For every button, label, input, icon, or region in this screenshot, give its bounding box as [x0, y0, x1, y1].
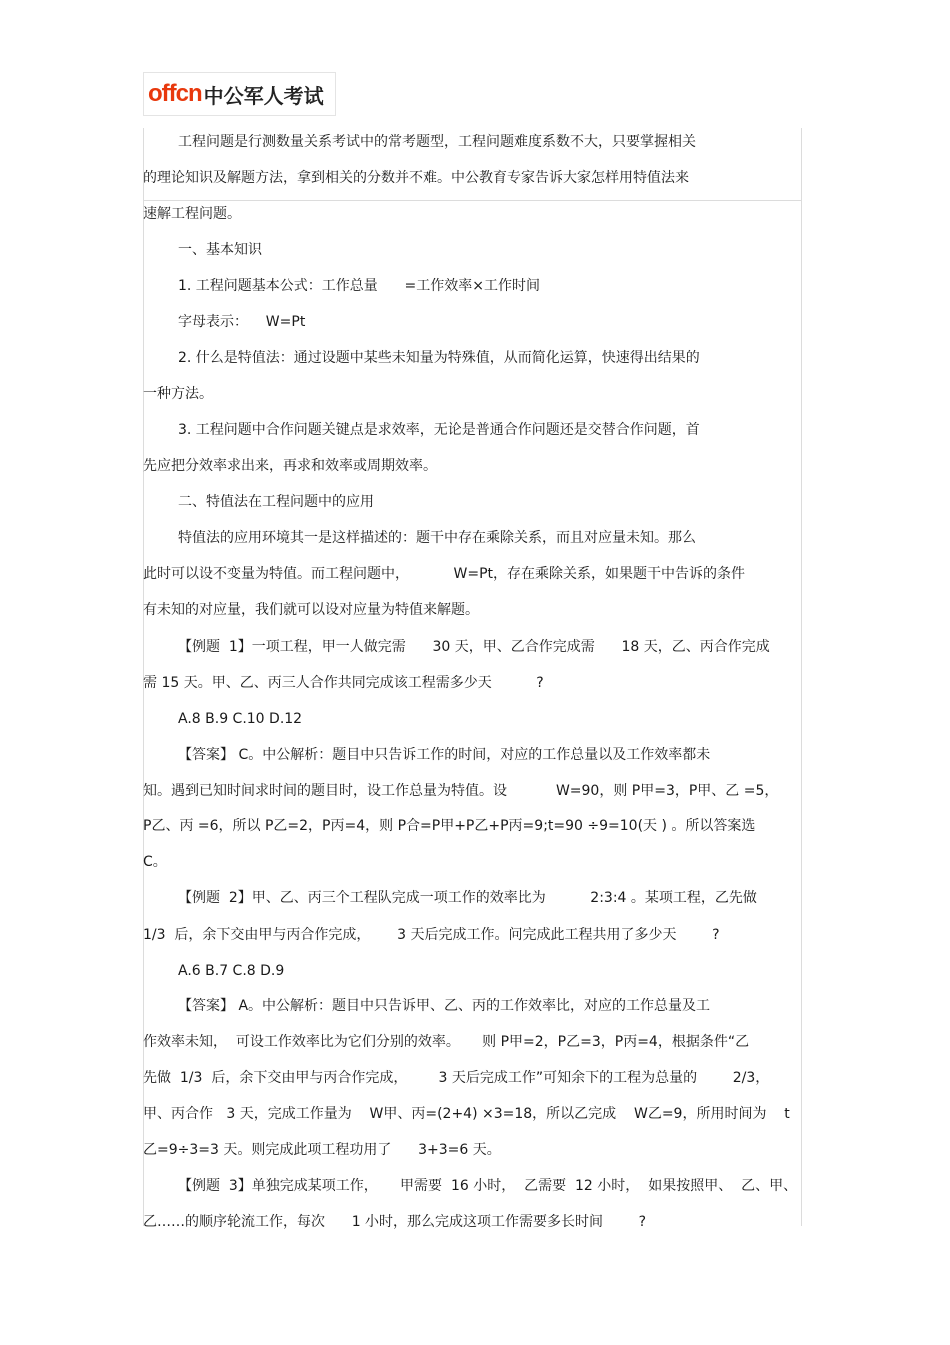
answer-line: 【答案】 C。中公解析：题目中只告诉工作的时间，对应的工作总量以及工作效率都未 — [178, 747, 711, 763]
body-line: 的理论知识及解题方法，拿到相关的分数并不难。中公教育专家告诉大家怎样用特值法来 — [143, 170, 689, 186]
example-options: A.8 B.9 C.10 D.12 — [178, 711, 303, 727]
logo-brand-cn: 中公军人考试 — [203, 83, 324, 108]
body-line: 速解工程问题。 — [143, 206, 241, 222]
frame-rule-top — [143, 200, 801, 201]
example-question: 【例题 2】甲、乙、丙三个工程队完成一项工作的效率比为 2:3:4 。某项工程，乙先做 — [178, 890, 757, 906]
example-question: 【例题 1】一项工程，甲一人做完需 30 天，甲、乙合作完成需 18 天，乙、丙合作完成 — [178, 639, 770, 655]
body-line: 1. 工程问题基本公式：工作总量 =工作效率×工作时间 — [178, 278, 540, 294]
body-line: 工程问题是行测数量关系考试中的常考题型，工程问题难度系数不大，只要掌握相关 — [178, 134, 696, 150]
body-line: 一种方法。 — [143, 386, 213, 402]
frame-rule-right — [801, 128, 802, 1226]
body-line: 先应把分效率求出来，再求和效率或周期效率。 — [143, 458, 437, 474]
body-line: 有未知的对应量，我们就可以设对应量为特值来解题。 — [143, 602, 479, 618]
logo-brand: offcn — [148, 80, 202, 107]
answer-line: 知。遇到已知时间求时间的题目时，设工作总量为特值。设 W=90，则 P甲=3，P甲、乙 =5， — [143, 783, 779, 799]
answer-line: 【答案】 A。中公解析：题目中只告诉甲、乙、丙的工作效率比，对应的工作总量及工 — [178, 998, 711, 1014]
answer-line: 甲、丙合作 3 天，完成工作量为 W甲、丙=(2+4) ×3=18，所以乙完成 W乙=9，所用时间为 t — [143, 1106, 790, 1122]
example-question: 【例题 3】单独完成某项工作， 甲需要 16 小时， 乙需要 12 小时， 如果按照甲、 乙、甲、 — [178, 1178, 798, 1194]
example-options: A.6 B.7 C.8 D.9 — [178, 963, 285, 979]
example-question: 需 15 天。甲、乙、丙三人合作共同完成该工程需多少天 ? — [143, 675, 544, 691]
section-heading: 二、特值法在工程问题中的应用 — [178, 494, 374, 510]
body-line: 2. 什么是特值法：通过设题中某些未知量为特殊值，从而简化运算，快速得出结果的 — [178, 350, 700, 366]
section-heading: 一、基本知识 — [178, 242, 262, 258]
answer-line: C。 — [143, 854, 167, 870]
example-question: 乙……的顺序轮流工作，每次 1 小时，那么完成这项工作需要多长时间 ? — [143, 1214, 647, 1230]
body-line: 特值法的应用环境其一是这样描述的：题干中存在乘除关系，而且对应量未知。那么 — [178, 530, 696, 546]
example-question: 1/3 后，余下交由甲与丙合作完成， 3 天后完成工作。问完成此工程共用了多少天 ? — [143, 927, 720, 943]
offcn-logo — [143, 72, 336, 116]
body-line: 3. 工程问题中合作问题关键点是求效率，无论是普通合作问题还是交替合作问题，首 — [178, 422, 700, 438]
body-line: 字母表示： W=Pt — [178, 314, 306, 330]
answer-line: 作效率未知， 可设工作效率比为它们分别的效率。 则 P甲=2，P乙=3，P丙=4，根据条件“乙 — [143, 1034, 750, 1050]
answer-line: P乙、丙 =6，所以 P乙=2，P丙=4，则 P合=P甲+P乙+P丙=9;t=90 ÷9=10(天 ) 。所以答案选 — [143, 818, 756, 834]
answer-line: 先做 1/3 后，余下交由甲与丙合作完成， 3 天后完成工作”可知余下的工程为总量的 2/3， — [143, 1070, 770, 1086]
body-line: 此时可以设不变量为特值。而工程问题中， W=Pt，存在乘除关系，如果题干中告诉的条件 — [143, 566, 746, 582]
answer-line: 乙=9÷3=3 天。则完成此项工程功用了 3+3=6 天。 — [143, 1142, 501, 1158]
